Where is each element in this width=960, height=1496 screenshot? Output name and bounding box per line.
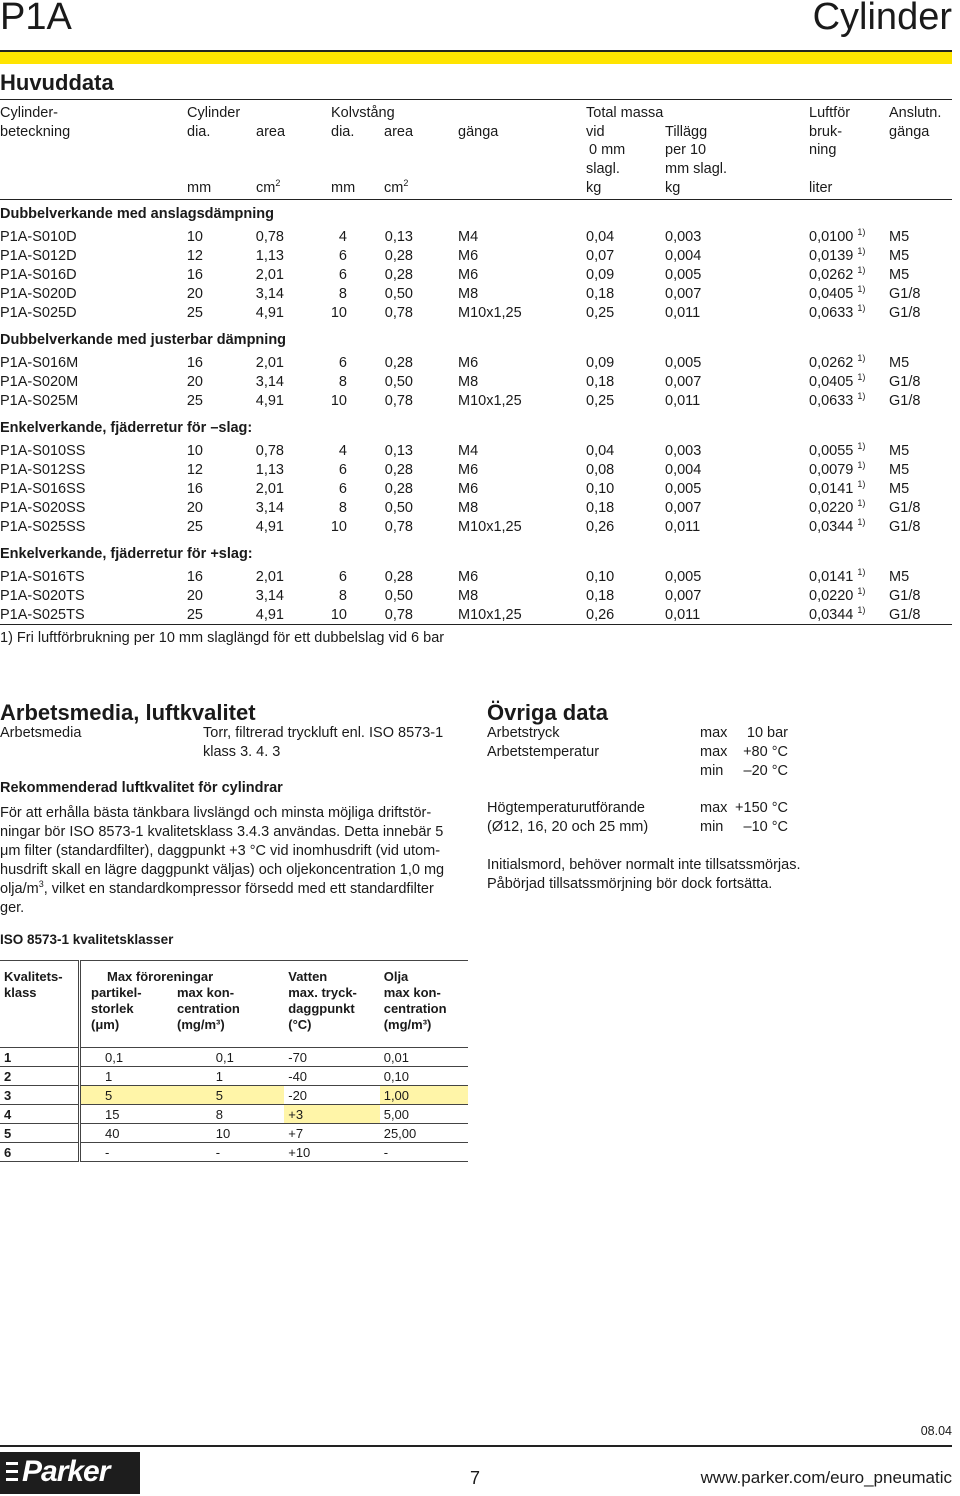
spec-cell: M10x1,25 <box>458 305 522 321</box>
quality-cell: 0,1 <box>80 1048 212 1067</box>
other-label: Högtemperaturutförande <box>487 800 645 816</box>
spec-cell: 2,01 <box>255 355 284 371</box>
col-head: Tillägg <box>665 124 708 140</box>
spec-cell: 0,011 <box>665 607 701 623</box>
spec-cell: 20 <box>186 286 203 302</box>
model-code: P1A-S016M <box>0 355 79 371</box>
group-title: Enkelverkande, fjäderretur för –slag: <box>0 420 253 436</box>
quality-class: 6 <box>0 1143 80 1162</box>
col-head: dia. <box>187 124 211 140</box>
spec-cell: G1/8 <box>889 607 921 623</box>
other-qualifier: max <box>700 800 728 816</box>
rec-line: ningar bör ISO 8573-1 kvalitetsklass 3.4.3 användas. Detta innebär 5 <box>0 824 444 840</box>
spec-cell: M6 <box>458 569 479 585</box>
spec-cell: 0,08 <box>586 462 615 478</box>
spec-cell: 12 <box>186 248 203 264</box>
spec-cell: 25 <box>186 607 203 623</box>
spec-cell: 0,007 <box>665 374 702 390</box>
spec-cell: 0,005 <box>665 569 702 585</box>
spec-cell: 0,005 <box>665 481 702 497</box>
model-code: P1A-S025TS <box>0 607 85 623</box>
quality-cell: 15 <box>80 1105 212 1124</box>
spec-cell: 10 <box>330 305 347 321</box>
qt-head-contaminants: Max föroreningar partikel- storlek (μm) max kon- centration (mg/m³) <box>80 961 285 1034</box>
spec-cell: 0,78 <box>255 229 284 245</box>
quality-class: 1 <box>0 1048 80 1067</box>
quality-row <box>0 1048 468 1067</box>
spec-cell: 0,0344 $^{1)}$ <box>809 517 866 535</box>
spec-cell: 0,011 <box>665 519 701 535</box>
spec-cell: 0,0262 $^{1)}$ <box>809 265 866 283</box>
quality-row <box>0 1086 468 1105</box>
page-number: 7 <box>470 1468 481 1488</box>
spec-cell: M4 <box>458 229 479 245</box>
quality-cell: 8 <box>212 1105 284 1124</box>
other-label: Arbetstemperatur <box>487 744 600 760</box>
spec-cell: 0,0220 $^{1)}$ <box>809 586 866 604</box>
spec-cell: 25 <box>186 393 203 409</box>
spec-cell: 0,26 <box>586 607 615 623</box>
col-head: Luftför <box>809 105 851 121</box>
header-bottom-rule <box>0 199 952 200</box>
model-code: P1A-S020M <box>0 374 79 390</box>
other-label: (Ø12, 16, 20 och 25 mm) <box>487 819 649 835</box>
spec-cell: 16 <box>186 481 203 497</box>
other-value: –20 °C <box>743 763 788 779</box>
model-code: P1A-S020SS <box>0 500 86 516</box>
spec-cell: 0,78 <box>384 519 413 535</box>
spec-cell: M4 <box>458 443 479 459</box>
spec-cell: M10x1,25 <box>458 393 522 409</box>
quality-class: 5 <box>0 1124 80 1143</box>
spec-cell: 8 <box>338 588 347 604</box>
quality-cell: 5 <box>212 1086 284 1105</box>
spec-cell: M6 <box>458 481 479 497</box>
spec-cell: 0,0633 $^{1)}$ <box>809 303 866 321</box>
quality-cell: -20 <box>284 1086 379 1105</box>
spec-cell: 0,004 <box>665 462 702 478</box>
spec-cell: 0,13 <box>384 229 413 245</box>
spec-cell: 0,18 <box>586 588 615 604</box>
spec-cell: 0,003 <box>665 443 702 459</box>
lubrication-note: Påbörjad tillsatssmörjning bör dock fortsätta. <box>487 876 773 892</box>
header-product-code: P1A <box>0 0 72 38</box>
unit: kg <box>586 180 602 196</box>
spec-cell: G1/8 <box>889 393 921 409</box>
rec-title: Rekommenderad luftkvalitet för cylindrar <box>0 780 283 796</box>
spec-cell: 0,04 <box>586 443 615 459</box>
col-head: vid <box>586 124 605 140</box>
col-head: Total massa <box>586 105 664 121</box>
media-value: Torr, filtrerad tryckluft enl. ISO 8573-1 <box>203 725 444 741</box>
spec-cell: 2,01 <box>255 267 284 283</box>
col-head: Cylinder <box>187 105 241 121</box>
unit: $cm^2$ <box>256 178 281 196</box>
spec-cell: 10 <box>330 519 347 535</box>
spec-cell: 0,28 <box>384 355 413 371</box>
footnote: 1) Fri luftförbrukning per 10 mm slaglängd för ett dubbelslag vid 6 bar <box>0 630 445 646</box>
spec-cell: M5 <box>889 355 910 371</box>
spec-cell: M8 <box>458 500 479 516</box>
model-code: P1A-S010SS <box>0 443 86 459</box>
model-code: P1A-S025SS <box>0 519 86 535</box>
spec-cell: 16 <box>186 569 203 585</box>
quality-cell: -70 <box>284 1048 379 1067</box>
spec-cell: 0,0405 $^{1)}$ <box>809 372 866 390</box>
table-top-rule <box>0 99 952 100</box>
spec-cell: M6 <box>458 462 479 478</box>
spec-cell: 4,91 <box>255 393 284 409</box>
quality-row <box>0 1105 468 1124</box>
other-qualifier: max <box>700 744 728 760</box>
spec-cell: 10 <box>186 443 203 459</box>
spec-cell: 3,14 <box>255 286 284 302</box>
col-head: Cylinder- <box>0 105 59 121</box>
spec-cell: G1/8 <box>889 500 921 516</box>
spec-cell: 3,14 <box>255 374 284 390</box>
spec-cell: 0,78 <box>384 607 413 623</box>
spec-cell: M6 <box>458 355 479 371</box>
spec-cell: 0,50 <box>384 588 413 604</box>
spec-cell: 0,007 <box>665 588 702 604</box>
spec-cell: 10 <box>330 393 347 409</box>
unit: mm <box>331 180 356 196</box>
model-code: P1A-S012SS <box>0 462 86 478</box>
spec-cell: 0,005 <box>665 267 702 283</box>
spec-cell: 3,14 <box>255 588 284 604</box>
spec-cell: 8 <box>338 286 347 302</box>
quality-row <box>0 1067 468 1086</box>
spec-cell: 0,10 <box>586 481 615 497</box>
section-title-other: Övriga data <box>487 700 609 725</box>
quality-cell: 0,01 <box>380 1048 468 1067</box>
spec-cell: M5 <box>889 267 910 283</box>
spec-cell: 0,0100 $^{1)}$ <box>809 227 866 245</box>
col-head: gänga <box>458 124 499 140</box>
spec-cell: 1,13 <box>255 248 284 264</box>
spec-cell: 6 <box>338 462 347 478</box>
spec-cell: 0,18 <box>586 374 615 390</box>
quality-cell: 40 <box>80 1124 212 1143</box>
col-head: ning <box>809 142 837 158</box>
header-category: Cylinder <box>812 0 952 38</box>
spec-cell: 12 <box>186 462 203 478</box>
spec-cell: 0,0344 $^{1)}$ <box>809 605 866 623</box>
quality-cell: 0,1 <box>212 1048 284 1067</box>
spec-cell: 0,003 <box>665 229 702 245</box>
spec-cell: 20 <box>186 588 203 604</box>
col-head: area <box>384 124 414 140</box>
col-head: beteckning <box>0 124 71 140</box>
spec-cell: 25 <box>186 305 203 321</box>
other-value: +150 °C <box>735 800 788 816</box>
quality-cell: 1 <box>80 1067 212 1086</box>
spec-cell: 0,0139 $^{1)}$ <box>809 246 866 264</box>
quality-cell: 5,00 <box>380 1105 468 1124</box>
spec-cell: G1/8 <box>889 374 921 390</box>
col-head: slagl. <box>586 161 620 177</box>
spec-cell: 0,28 <box>384 267 413 283</box>
spec-cell: 0,13 <box>384 443 413 459</box>
spec-cell: M5 <box>889 248 910 264</box>
group-title: Enkelverkande, fjäderretur för +slag: <box>0 546 253 562</box>
quality-cell: 5 <box>80 1086 212 1105</box>
model-code: P1A-S016D <box>0 267 77 283</box>
spec-cell: 0,28 <box>384 569 413 585</box>
iso-title: ISO 8573-1 kvalitetsklasser <box>0 932 174 947</box>
quality-cell: 25,00 <box>380 1124 468 1143</box>
quality-cell: - <box>212 1143 284 1162</box>
spec-cell: M5 <box>889 443 910 459</box>
col-head: bruk- <box>809 124 843 140</box>
spec-cell: 0,28 <box>384 481 413 497</box>
section-title-main: Huvuddata <box>0 70 114 95</box>
col-head: Anslutn. <box>889 105 942 121</box>
spec-cell: 2,01 <box>255 569 284 585</box>
spec-cell: 20 <box>186 374 203 390</box>
spec-cell: 0,28 <box>384 248 413 264</box>
col-head: area <box>256 124 286 140</box>
model-code: P1A-S016TS <box>0 569 85 585</box>
quality-class: 2 <box>0 1067 80 1086</box>
header-yellow-bar <box>0 52 952 64</box>
spec-cell: 0,78 <box>384 393 413 409</box>
col-head: mm slagl. <box>665 161 728 177</box>
rec-text <box>0 804 470 918</box>
spec-cell: 2,01 <box>255 481 284 497</box>
unit: mm <box>187 180 212 196</box>
spec-cell: M5 <box>889 481 910 497</box>
rec-line: olja/$m^3$, vilket en standardkompressor försedd med ett standardfilter <box>0 879 434 897</box>
section-title-media: Arbetsmedia, luftkvalitet <box>0 700 256 725</box>
lubrication-note: Initialsmord, behöver normalt inte tillsatssmörjas. <box>487 857 801 873</box>
spec-cell: 0,78 <box>255 443 284 459</box>
spec-cell: 0,007 <box>665 500 702 516</box>
model-code: P1A-S025D <box>0 305 77 321</box>
spec-cell: 6 <box>338 569 347 585</box>
spec-cell: M5 <box>889 462 910 478</box>
spec-cell: M10x1,25 <box>458 607 522 623</box>
spec-cell: 0,0141 $^{1)}$ <box>809 567 866 585</box>
other-qualifier: max <box>700 725 728 741</box>
spec-cell: 6 <box>338 481 347 497</box>
spec-cell: 0,011 <box>665 393 701 409</box>
spec-cell: 4,91 <box>255 305 284 321</box>
spec-cell: G1/8 <box>889 286 921 302</box>
spec-cell: 0,50 <box>384 374 413 390</box>
rec-line: ger. <box>0 900 25 916</box>
quality-row <box>0 1143 468 1162</box>
qt-head-class: Kvalitets- klass <box>0 961 80 1034</box>
footer-url[interactable]: www.parker.com/euro_pneumatic <box>700 1468 952 1487</box>
spec-cell: 4 <box>338 229 347 245</box>
spec-cell: 1,13 <box>255 462 284 478</box>
spec-cell: M5 <box>889 229 910 245</box>
spec-cell: 0,005 <box>665 355 702 371</box>
spec-cell: G1/8 <box>889 519 921 535</box>
spec-cell: 0,25 <box>586 305 615 321</box>
spec-cell: 10 <box>186 229 203 245</box>
spec-cell: M8 <box>458 588 479 604</box>
spec-cell: 0,18 <box>586 286 615 302</box>
table-bottom-rule <box>0 624 952 625</box>
quality-cell: - <box>380 1143 468 1162</box>
spec-cell: 0,0055 $^{1)}$ <box>809 441 866 459</box>
group-title: Dubbelverkande med justerbar dämpning <box>0 332 287 348</box>
spec-cell: 0,07 <box>586 248 615 264</box>
footer-date: 08.04 <box>920 1424 952 1438</box>
unit: kg <box>665 180 681 196</box>
spec-cell: 0,09 <box>586 355 615 371</box>
col-head: 0 mm <box>589 142 626 158</box>
spec-cell: 4 <box>338 443 347 459</box>
other-value: –10 °C <box>743 819 788 835</box>
parker-logo: Parker <box>0 1452 140 1494</box>
spec-cell: 3,14 <box>255 500 284 516</box>
quality-class-table <box>0 960 468 1162</box>
spec-cell: 25 <box>186 519 203 535</box>
spec-cell: 4,91 <box>255 519 284 535</box>
spec-cell: 0,0220 $^{1)}$ <box>809 498 866 516</box>
spec-cell: 0,78 <box>384 305 413 321</box>
media-value-class: klass 3. 4. 3 <box>203 744 281 760</box>
spec-cell: M5 <box>889 569 910 585</box>
quality-cell: 0,10 <box>380 1067 468 1086</box>
rec-line: För att erhålla bästa tänkbara livslängd och minsta möjliga driftstör- <box>0 805 432 821</box>
spec-cell: 6 <box>338 248 347 264</box>
spec-cell: 0,0262 $^{1)}$ <box>809 353 866 371</box>
qt-head-oil: Olja max kon- centration (mg/m³) <box>380 961 468 1034</box>
spec-cell: G1/8 <box>889 588 921 604</box>
col-head: dia. <box>331 124 355 140</box>
spec-cell: 0,50 <box>384 500 413 516</box>
quality-cell: +3 <box>284 1105 379 1124</box>
spec-cell: 0,10 <box>586 569 615 585</box>
spec-cell: 0,007 <box>665 286 702 302</box>
spec-cell: M6 <box>458 248 479 264</box>
quality-class: 4 <box>0 1105 80 1124</box>
spec-cell: 0,004 <box>665 248 702 264</box>
spec-cell: M8 <box>458 374 479 390</box>
spec-cell: M10x1,25 <box>458 519 522 535</box>
model-code: P1A-S010D <box>0 229 77 245</box>
spec-cell: 0,18 <box>586 500 615 516</box>
spec-cell: 20 <box>186 500 203 516</box>
col-head: Kolvstång <box>331 105 395 121</box>
spec-cell: 0,0141 $^{1)}$ <box>809 479 866 497</box>
quality-cell: +7 <box>284 1124 379 1143</box>
col-head: per 10 <box>665 142 707 158</box>
rec-line: husdrift skall en lägre daggpunkt väljas) och oljekoncentration 1,0 mg <box>0 862 445 878</box>
spec-cell: 4,91 <box>255 607 284 623</box>
model-code: P1A-S012D <box>0 248 77 264</box>
rec-line: μm filter (standardfilter), daggpunkt +3 °C vid inomhusdrift (vid utom- <box>0 843 441 859</box>
model-code: P1A-S020D <box>0 286 77 302</box>
spec-cell: 0,50 <box>384 286 413 302</box>
quality-cell: 10 <box>212 1124 284 1143</box>
spec-cell: 8 <box>338 500 347 516</box>
spec-cell: 0,0633 $^{1)}$ <box>809 391 866 409</box>
model-code: P1A-S020TS <box>0 588 85 604</box>
col-head: gänga <box>889 124 930 140</box>
spec-cell: 0,28 <box>384 462 413 478</box>
other-qualifier: min <box>700 763 724 779</box>
spec-cell: 16 <box>186 267 203 283</box>
other-value: +80 °C <box>743 744 788 760</box>
spec-cell: 0,0079 $^{1)}$ <box>809 460 866 478</box>
quality-cell: +10 <box>284 1143 379 1162</box>
model-code: P1A-S025M <box>0 393 79 409</box>
spec-cell: 16 <box>186 355 203 371</box>
quality-cell: 1,00 <box>380 1086 468 1105</box>
media-label: Arbetsmedia <box>0 725 82 741</box>
qt-head-water: Vatten max. tryck- daggpunkt (°C) <box>284 961 379 1034</box>
spec-cell: 0,25 <box>586 393 615 409</box>
spec-cell: G1/8 <box>889 305 921 321</box>
spec-cell: 10 <box>330 607 347 623</box>
model-code: P1A-S016SS <box>0 481 86 497</box>
spec-cell: 6 <box>338 267 347 283</box>
spec-cell: 0,09 <box>586 267 615 283</box>
unit: liter <box>809 180 833 196</box>
spec-cell: 0,04 <box>586 229 615 245</box>
spec-cell: 0,26 <box>586 519 615 535</box>
spec-cell: M8 <box>458 286 479 302</box>
unit: $cm^2$ <box>384 178 409 196</box>
spec-cell: 8 <box>338 374 347 390</box>
other-value: 10 bar <box>746 725 788 741</box>
quality-class: 3 <box>0 1086 80 1105</box>
spec-cell: M6 <box>458 267 479 283</box>
quality-row <box>0 1124 468 1143</box>
spec-cell: 6 <box>338 355 347 371</box>
spec-cell: 0,0405 $^{1)}$ <box>809 284 866 302</box>
footer-rule <box>0 1445 952 1447</box>
group-title: Dubbelverkande med anslagsdämpning <box>0 206 274 222</box>
spec-cell: 0,011 <box>665 305 701 321</box>
other-label: Arbetstryck <box>487 725 560 741</box>
quality-cell: - <box>80 1143 212 1162</box>
other-qualifier: min <box>700 819 724 835</box>
quality-cell: 1 <box>212 1067 284 1086</box>
quality-cell: -40 <box>284 1067 379 1086</box>
